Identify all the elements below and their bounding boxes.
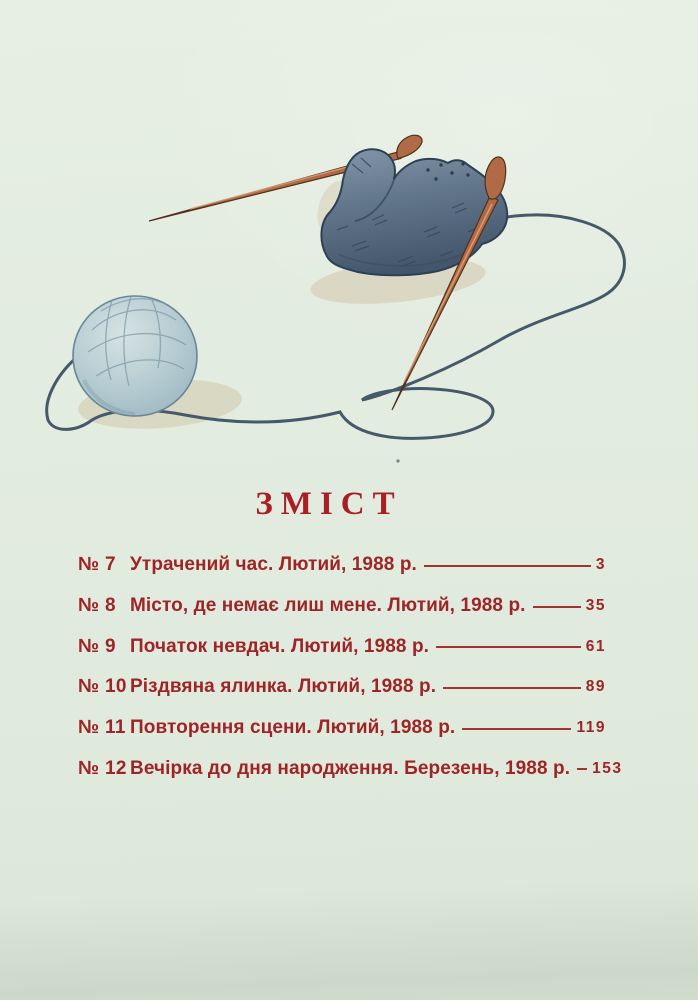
chapter-title: Утрачений час. Лютий, 1988 р. <box>130 554 417 576</box>
leader-line <box>424 565 591 567</box>
leader-line <box>436 646 581 648</box>
chapter-number: № 12 <box>78 757 127 779</box>
page-title: ЗМІСТ <box>255 486 403 522</box>
chapter-title: Місто, де немає лиш мене. Лютий, 1988 р. <box>130 595 526 617</box>
chapter-number: № 11 <box>78 717 126 739</box>
chapter-number: № 10 <box>78 676 127 698</box>
chapter-title: Початок невдач. Лютий, 1988 р. <box>130 635 430 657</box>
chapter-title: Вечірка до дня народження. Березень, 1988 р. <box>130 757 571 779</box>
leader-line <box>443 687 581 689</box>
toc-entry <box>78 586 606 627</box>
chapter-title: Повторення сцени. Лютий, 1988 р. <box>130 717 456 739</box>
leader-line <box>533 606 581 608</box>
chapter-page-number: 35 <box>585 597 606 615</box>
toc-entry <box>78 545 606 586</box>
leader-line <box>577 768 587 770</box>
chapter-page-number: 89 <box>585 678 606 696</box>
toc-entry <box>78 626 606 667</box>
chapter-page-number: 3 <box>595 556 606 574</box>
chapter-page-number: 119 <box>576 719 606 737</box>
table-of-contents <box>78 545 623 789</box>
chapter-page-number: 61 <box>585 637 606 655</box>
knitting-illustration <box>0 0 698 480</box>
yarn-ball <box>73 296 197 416</box>
chapter-number: № 9 <box>78 635 116 657</box>
chapter-number: № 7 <box>78 554 116 576</box>
toc-entry <box>78 748 623 789</box>
chapter-page-number: 153 <box>592 759 623 777</box>
thread-speck <box>396 459 399 462</box>
chapter-number: № 8 <box>78 595 116 617</box>
mitten <box>321 149 507 275</box>
leader-line <box>462 728 571 730</box>
toc-entry <box>78 708 606 749</box>
toc-entry <box>78 667 606 708</box>
chapter-title: Різдвяна ялинка. Лютий, 1988 р. <box>130 676 437 698</box>
